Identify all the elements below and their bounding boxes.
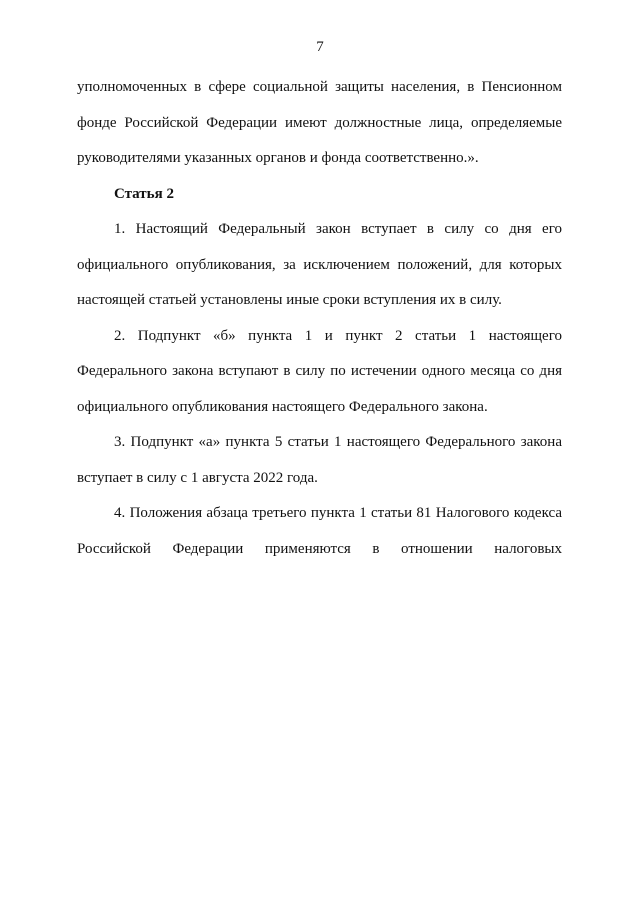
paragraph-item-3: 3. Подпункт «а» пункта 5 статьи 1 настоящего Федерального закона вступает в силу с 1 августа 2022 года. [77, 434, 562, 486]
paragraph-continuation: уполномоченных в сфере социальной защиты населения, в Пенсионном фонде Российской Федерации имеют должностные лица, определяемые руководителями указанных органов и фонда соответственно.». [77, 79, 562, 166]
paragraph-item-1: 1. Настоящий Федеральный закон вступает в силу со дня его официального опубликования, за исключением положений, для которых настоящей статьей установлены иные сроки вступления их в силу. [77, 221, 562, 308]
document-body [77, 70, 562, 567]
page-number: 7 [316, 39, 324, 55]
paragraph-item-4: 4. Положения абзаца третьего пункта 1 статьи 81 Налогового кодекса Российской Федерации применяются в отношении налоговых [77, 505, 562, 557]
paragraph-item-2: 2. Подпункт «б» пункта 1 и пункт 2 статьи 1 настоящего Федерального закона вступают в силу по истечении одного месяца со дня официального опубликования настоящего Федерального закона. [77, 327, 562, 415]
article-heading: Статья 2 [114, 185, 174, 202]
